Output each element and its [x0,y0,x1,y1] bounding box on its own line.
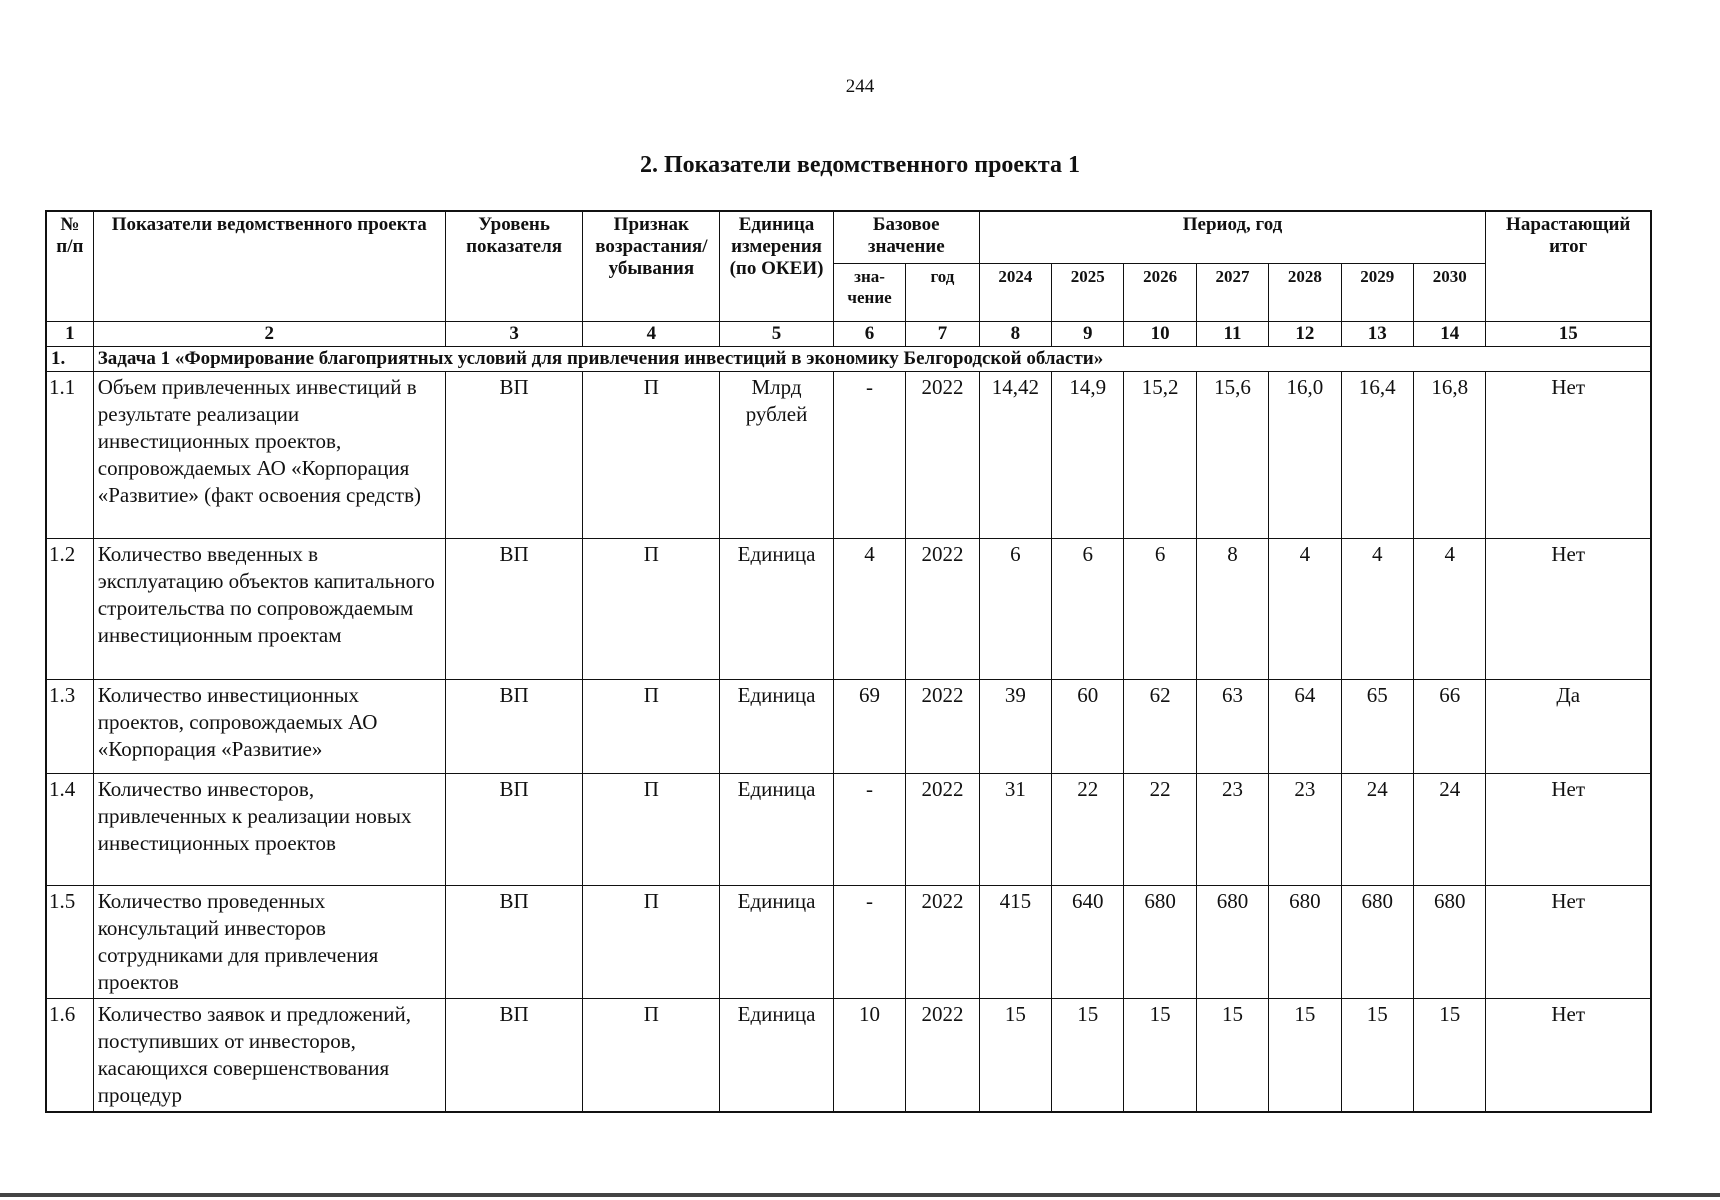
column-number: 13 [1341,321,1413,346]
year-value: 60 [1052,679,1124,773]
indicator-trend: П [583,885,720,998]
column-number: 8 [979,321,1051,346]
indicator-name: Количество инвестиционных проектов, сопровождаемых АО «Корпорация «Развитие» [93,679,445,773]
indicator-name: Количество заявок и предложений, поступивших от инвесторов, касающихся совершенствования процедур [93,998,445,1112]
year-value: 15 [979,998,1051,1112]
task-row [46,346,1651,371]
scan-edge-rule [0,1193,1720,1197]
cumulative-total: Да [1486,679,1651,773]
year-value: 66 [1414,679,1486,773]
header-level: Уровень показателя [445,211,583,321]
header-year: 2027 [1196,263,1268,321]
row-num: 1.1 [46,371,93,538]
indicator-name: Количество проведенных консультаций инвесторов сотрудниками для привлечения проектов [93,885,445,998]
year-value: 39 [979,679,1051,773]
year-value: 8 [1196,538,1268,679]
year-value: 6 [979,538,1051,679]
base-value: 69 [833,679,905,773]
year-value: 15 [1341,998,1413,1112]
page-number: 244 [845,76,875,97]
row-num: 1.5 [46,885,93,998]
indicator-trend: П [583,538,720,679]
header-unit: Единица измерения (по ОКЕИ) [720,211,834,321]
base-year: 2022 [906,371,979,538]
indicators-table [45,210,1652,1113]
column-numbers-row [46,321,1651,346]
year-value: 680 [1341,885,1413,998]
header-trend: Признак возрастания/ убывания [583,211,720,321]
header-year: 2028 [1269,263,1341,321]
year-value: 22 [1124,773,1196,885]
base-year: 2022 [906,998,979,1112]
year-value: 4 [1414,538,1486,679]
indicator-unit: Млрд рублей [720,371,834,538]
table-row [46,371,1651,538]
indicator-level: ВП [445,538,583,679]
year-value: 24 [1341,773,1413,885]
indicator-name: Количество введенных в эксплуатацию объектов капитального строительства по сопровождаемым инвестиционным проектам [93,538,445,679]
row-num: 1.4 [46,773,93,885]
year-value: 24 [1414,773,1486,885]
year-value: 680 [1414,885,1486,998]
header-base-year: год [906,263,979,321]
header-base: Базовое значение [833,211,979,263]
base-value: - [833,885,905,998]
table-row [46,998,1651,1112]
header-indicator: Показатели ведомственного проекта [93,211,445,321]
header-cumulative: Нарастающий итог [1486,211,1651,321]
row-num: 1.3 [46,679,93,773]
header-num: № п/п [46,211,93,321]
indicator-trend: П [583,371,720,538]
task-num: 1. [46,346,93,371]
base-value: 10 [833,998,905,1112]
base-value: - [833,773,905,885]
indicator-level: ВП [445,998,583,1112]
indicator-unit: Единица [720,998,834,1112]
column-number: 1 [46,321,93,346]
indicator-level: ВП [445,371,583,538]
indicator-trend: П [583,998,720,1112]
table-row [46,773,1651,885]
base-year: 2022 [906,885,979,998]
column-number: 15 [1486,321,1651,346]
year-value: 62 [1124,679,1196,773]
year-value: 16,8 [1414,371,1486,538]
column-number: 12 [1269,321,1341,346]
indicator-name: Объем привлеченных инвестиций в результате реализации инвестиционных проектов, сопровождаемых АО «Корпорация «Развитие» (факт освоения средств) [93,371,445,538]
indicator-unit: Единица [720,538,834,679]
column-number: 6 [833,321,905,346]
year-value: 15 [1269,998,1341,1112]
year-value: 15 [1052,998,1124,1112]
row-num: 1.2 [46,538,93,679]
year-value: 23 [1196,773,1268,885]
column-number: 11 [1196,321,1268,346]
section-heading: 2. Показатели ведомственного проекта 1 [640,152,1080,178]
year-value: 14,9 [1052,371,1124,538]
year-value: 15,6 [1196,371,1268,538]
year-value: 22 [1052,773,1124,885]
indicator-trend: П [583,679,720,773]
cumulative-total: Нет [1486,885,1651,998]
column-number: 3 [445,321,583,346]
table-row [46,679,1651,773]
cumulative-total: Нет [1486,371,1651,538]
header-period: Период, год [979,211,1486,263]
indicator-level: ВП [445,773,583,885]
header-year: 2030 [1414,263,1486,321]
indicator-name: Количество инвесторов, привлеченных к реализации новых инвестиционных проектов [93,773,445,885]
header-year: 2025 [1052,263,1124,321]
column-number: 4 [583,321,720,346]
year-value: 6 [1052,538,1124,679]
column-number: 9 [1052,321,1124,346]
header-base-value: зна-чение [833,263,905,321]
year-value: 23 [1269,773,1341,885]
base-value: - [833,371,905,538]
cumulative-total: Нет [1486,538,1651,679]
table-row [46,885,1651,998]
year-value: 15,2 [1124,371,1196,538]
base-value: 4 [833,538,905,679]
year-value: 680 [1124,885,1196,998]
indicator-unit: Единица [720,679,834,773]
column-number: 5 [720,321,834,346]
year-value: 16,0 [1269,371,1341,538]
year-value: 680 [1196,885,1268,998]
year-value: 31 [979,773,1051,885]
column-number: 10 [1124,321,1196,346]
year-value: 14,42 [979,371,1051,538]
row-num: 1.6 [46,998,93,1112]
year-value: 16,4 [1341,371,1413,538]
indicator-unit: Единица [720,885,834,998]
indicator-unit: Единица [720,773,834,885]
year-value: 15 [1196,998,1268,1112]
header-year: 2024 [979,263,1051,321]
year-value: 15 [1414,998,1486,1112]
year-value: 680 [1269,885,1341,998]
cumulative-total: Нет [1486,773,1651,885]
column-number: 14 [1414,321,1486,346]
base-year: 2022 [906,773,979,885]
year-value: 4 [1269,538,1341,679]
indicator-level: ВП [445,679,583,773]
table-row [46,538,1651,679]
header-row-1 [46,211,1651,263]
year-value: 415 [979,885,1051,998]
year-value: 4 [1341,538,1413,679]
base-year: 2022 [906,679,979,773]
year-value: 65 [1341,679,1413,773]
year-value: 15 [1124,998,1196,1112]
base-year: 2022 [906,538,979,679]
year-value: 640 [1052,885,1124,998]
year-value: 6 [1124,538,1196,679]
indicator-trend: П [583,773,720,885]
indicator-level: ВП [445,885,583,998]
cumulative-total: Нет [1486,998,1651,1112]
year-value: 64 [1269,679,1341,773]
task-text: Задача 1 «Формирование благоприятных условий для привлечения инвестиций в экономику Белгородской области» [93,346,1651,371]
year-value: 63 [1196,679,1268,773]
column-number: 2 [93,321,445,346]
header-year: 2026 [1124,263,1196,321]
column-number: 7 [906,321,979,346]
header-year: 2029 [1341,263,1413,321]
